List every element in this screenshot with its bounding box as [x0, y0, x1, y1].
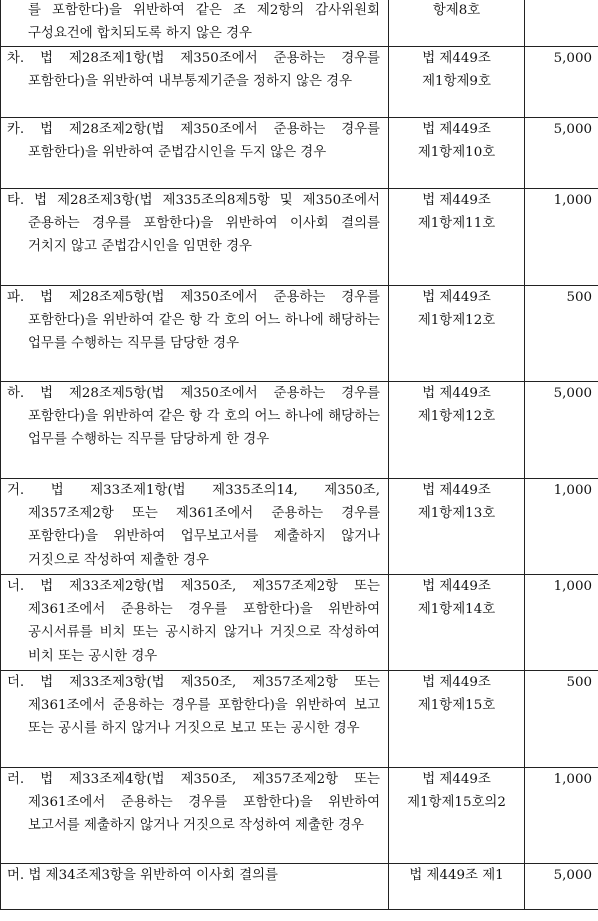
violation-description: 차. 법 제28조제1항(법 제350조에서 준용하는 경우를 포함한다)을 위반하여 내부통제기준을 정하지 않은 경우	[1, 47, 389, 118]
violation-description: 를 포함한다)을 위반하여 같은 조 제2항의 감사위원회 구성요건에 합치되도록 하지 않은 경우	[1, 0, 389, 47]
penalty-amount: 500	[525, 286, 598, 382]
legal-basis: 법 제449조 제1항제9호	[389, 47, 525, 118]
legal-basis: 법 제449조 제1항제10호	[389, 118, 525, 189]
violation-description: 하. 법 제28조제5항(법 제350조에서 준용하는 경우를 포함한다)을 위반하여 같은 항 각 호의 어느 하나에 해당하는 업무를 수행하는 직무를 담당하게 한 경우	[1, 382, 389, 479]
penalty-amount: 1,000	[525, 479, 598, 575]
legal-basis: 법 제449조 제1항제15호의2	[389, 768, 525, 864]
penalty-amount: 5,000	[525, 864, 598, 910]
legal-basis: 법 제449조 제1	[389, 864, 525, 910]
table-row	[1, 479, 598, 575]
penalty-amount: 5,000	[525, 382, 598, 479]
violation-description: 더. 법 제33조제3항(법 제350조, 제357조제2항 또는 제361조에서 준용하는 경우를 포함한다)을 위반하여 보고 또는 공시를 하지 않거나 거짓으로 보고 또는 공시한 경우	[1, 671, 389, 768]
legal-basis: 법 제449조 제1항제15호	[389, 671, 525, 768]
legal-basis: 법 제449조 제1항제13호	[389, 479, 525, 575]
legal-basis: 항제8호	[389, 0, 525, 47]
table-row	[1, 286, 598, 382]
penalty-amount: 5,000	[525, 47, 598, 118]
legal-basis: 법 제449조 제1항제12호	[389, 286, 525, 382]
table-row	[1, 575, 598, 671]
violation-description: 러. 법 제33조제4항(법 제350조, 제357조제2항 또는 제361조에서 준용하는 경우를 포함한다)을 위반하여 보고서를 제출하지 않거나 거짓으로 작성하여 제출한 경우	[1, 768, 389, 864]
table-row	[1, 47, 598, 118]
penalty-amount	[525, 0, 598, 47]
table-row	[1, 0, 598, 47]
table-row	[1, 382, 598, 479]
legal-basis: 법 제449조 제1항제14호	[389, 575, 525, 671]
penalty-amount: 500	[525, 671, 598, 768]
violation-description: 카. 법 제28조제2항(법 제350조에서 준용하는 경우를 포함한다)을 위반하여 준법감시인을 두지 않은 경우	[1, 118, 389, 189]
penalty-amount: 1,000	[525, 575, 598, 671]
table-row	[1, 189, 598, 286]
violation-description: 거. 법 제33조제1항(법 제335조의14, 제350조, 제357조제2항 또는 제361조에서 준용하는 경우를 포함한다)을 위반하여 업무보고서를 제출하지 않거나 거짓으로 작성하여 제출한 경우	[1, 479, 389, 575]
legal-basis: 법 제449조 제1항제12호	[389, 382, 525, 479]
table-row	[1, 768, 598, 864]
table-row	[1, 671, 598, 768]
violation-description: 머. 법 제34조제3항을 위반하여 이사회 결의를	[1, 864, 389, 910]
table-row	[1, 118, 598, 189]
penalty-amount: 1,000	[525, 768, 598, 864]
penalty-amount: 1,000	[525, 189, 598, 286]
violation-description: 너. 법 제33조제2항(법 제350조, 제357조제2항 또는 제361조에서 준용하는 경우를 포함한다)을 위반하여 공시서류를 비치 또는 공시하지 않거나 거짓으로 작성하여 비치 또는 공시한 경우	[1, 575, 389, 671]
penalty-amount: 5,000	[525, 118, 598, 189]
violation-description: 파. 법 제28조제5항(법 제350조에서 준용하는 경우를 포함한다)을 위반하여 같은 항 각 호의 어느 하나에 해당하는 업무를 수행하는 직무를 담당한 경우	[1, 286, 389, 382]
table-row	[1, 864, 598, 910]
violation-description: 타. 법 제28조제3항(법 제335조의8제5항 및 제350조에서 준용하는 경우를 포함한다)을 위반하여 이사회 결의를 거치지 않고 준법감시인을 임면한 경우	[1, 189, 389, 286]
legal-basis: 법 제449조 제1항제11호	[389, 189, 525, 286]
